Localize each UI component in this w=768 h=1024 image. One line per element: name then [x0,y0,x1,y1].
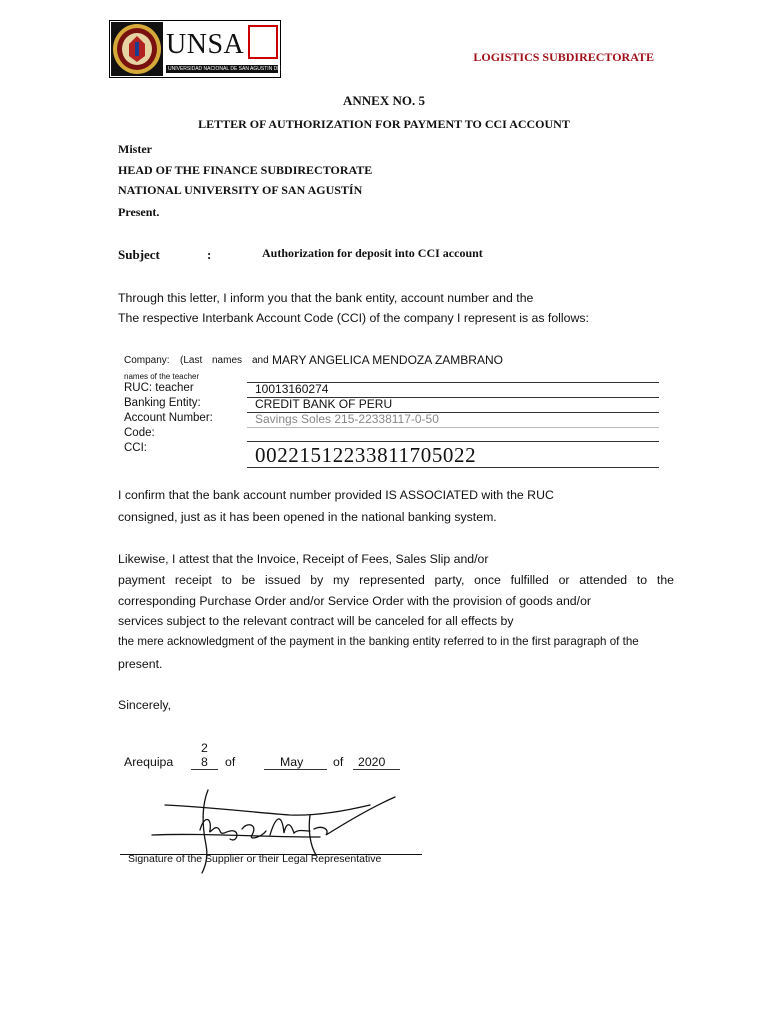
closing: Sincerely, [118,698,172,712]
signature-caption: Signature of the Supplier or their Legal Representative [128,853,382,865]
logo-subtext: UNIVERSIDAD NACIONAL DE SAN AGUSTIN DE AREQUIPA [168,66,308,72]
day-underline [191,769,218,770]
bank-value: CREDIT BANK OF PERU [255,397,393,411]
account-value: Savings Soles 215-22338117-0-50 [255,412,439,426]
recipient-institution: NATIONAL UNIVERSITY OF SAN AGUSTÍN [118,183,363,197]
letter-title: LETTER OF AUTHORIZATION FOR PAYMENT TO CCI ACCOUNT [198,117,570,131]
company-value: MARY ANGELICA MENDOZA ZAMBRANO [272,353,503,367]
company-label-1: Company: [124,355,170,366]
intro-line-2: The respective Interbank Account Code (CCI) of the company I represent is as follows: [118,311,589,325]
date-month: May [280,755,304,769]
subject-label: Subject [118,247,160,262]
attest-line-3: corresponding Purchase Order and/or Service Order with the provision of goods and/or [118,594,591,608]
university-seal-icon [111,22,163,76]
attest-line-6: present. [118,657,163,671]
company-label-2: (Last [180,355,203,366]
salutation: Mister [118,142,152,156]
date-city: Arequipa [124,755,174,769]
company-sublabel: names of the teacher [124,372,200,381]
cci-label: CCI: [124,442,147,454]
code-underline [247,441,659,442]
month-underline [264,769,327,770]
subdirectorate-heading: LOGISTICS SUBDIRECTORATE [473,50,654,64]
code-label: Code: [124,427,155,439]
confirm-line-1: I confirm that the bank account number provided IS ASSOCIATED with the RUC [118,488,554,502]
confirm-line-2: consigned, just as it has been opened in the national banking system. [118,510,497,524]
handwritten-signature [140,785,410,880]
attest-line-4: services subject to the relevant contract will be canceled for all effects by [118,614,514,628]
ruc-label: RUC: teacher [124,382,194,394]
recipient-title: HEAD OF THE FINANCE SUBDIRECTORATE [118,163,373,177]
intro-line-1: Through this letter, I inform you that the bank entity, account number and the [118,291,534,305]
cci-value: 00221512233811705022 [255,443,477,467]
present-line: Present. [118,205,160,219]
attest-line-2: payment receipt to be issued by my represented party, once fulfilled or attended to the [118,573,674,587]
unsa-logo [109,20,308,78]
logo-accent-box [248,25,278,59]
attest-line-5: the mere acknowledgment of the payment in the banking entity referred to in the first paragraph of the [118,635,639,648]
account-underline [247,427,659,428]
date-of-1: of [225,755,236,769]
annex-number: ANNEX NO. 5 [343,93,425,108]
subject-text: Authorization for deposit into CCI account [262,246,483,260]
attest-line-1: Likewise, I attest that the Invoice, Receipt of Fees, Sales Slip and/or [118,552,489,566]
company-label-4: and [252,355,269,366]
subject-colon: : [207,247,212,262]
date-day-top: 2 [201,741,208,755]
logo-wordmark: UNSA [166,29,245,60]
company-label-3: names [212,355,243,366]
ruc-value: 10013160274 [255,382,329,396]
account-label: Account Number: [124,412,213,424]
date-of-2: of [333,755,344,769]
bank-label: Banking Entity: [124,397,201,409]
date-day-bottom: 8 [201,755,208,769]
cci-underline [247,467,659,468]
year-underline [353,769,400,770]
date-year: 2020 [358,755,386,769]
